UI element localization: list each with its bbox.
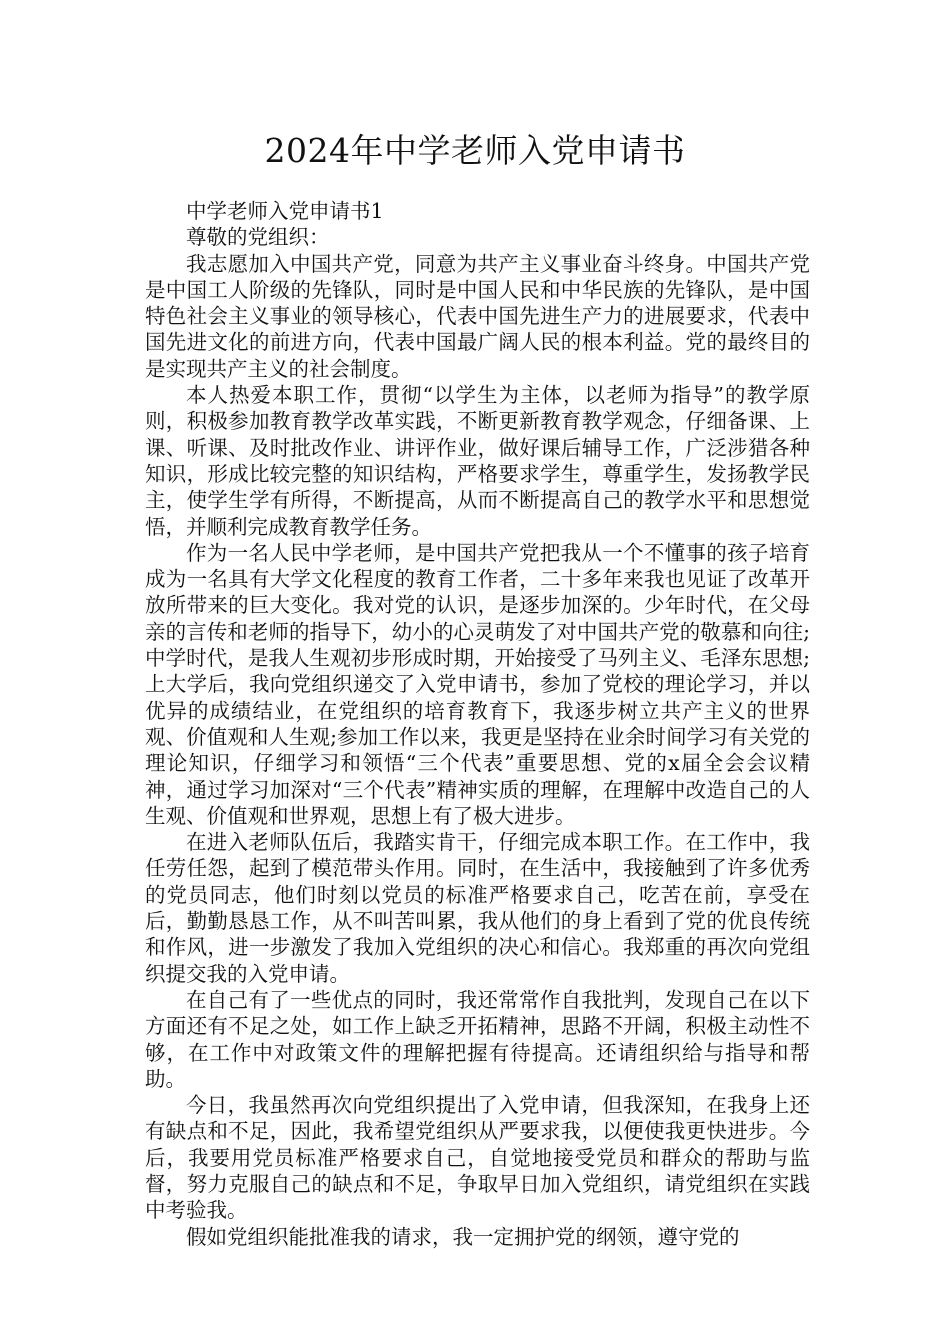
paragraph: 我志愿加入中国共产党，同意为共产主义事业奋斗终身。中国共产党是中国工人阶级的先锋队，同时是中国人民和中华民族的先锋队，是中国特色社会主义事业的领导核心，代表中国先进生产力的进展要求，代表中国先进文化的前进方向，代表中国最广阔人民的根本利益。党的最终目的是实现共产主义的社会制度。	[145, 251, 810, 381]
paragraph: 假如党组织能批准我的请求，我一定拥护党的纲领，遵守党的	[186, 1224, 740, 1249]
paragraph: 本人热爱本职工作，贯彻“以学生为主体，以老师为指导”的教学原则，积极参加教育教学改革实践，不断更新教育教学观念，仔细备课、上课、听课、及时批改作业、讲评作业，做好课后辅导工作，广泛涉猎各种知识，形成比较完整的知识结构，严格要求学生，尊重学生，发扬教学民主，使学生学有所得，不断提高，从而不断提高自己的教学水平和思想觉悟，并顺利完成教育教学任务。	[145, 383, 810, 539]
document-title: 2024年中学老师入党申请书	[264, 131, 686, 170]
paragraph: 在进入老师队伍后，我踏实肯干，仔细完成本职工作。在工作中，我任劳任怨，起到了模范带头作用。同时，在生活中，我接触到了许多优秀的党员同志，他们时刻以党员的标准严格要求自己，吃苦在前，享受在后，勤勤恳恳工作，从不叫苦叫累，我从他们的身上看到了党的优良传统和作风，进一步激发了我加入党组织的决心和信心。我郑重的再次向党组织提交我的入党申请。	[145, 830, 810, 986]
section-heading: 中学老师入党申请书1	[186, 199, 384, 223]
paragraph: 作为一名人民中学老师，是中国共产党把我从一个不懂事的孩子培育成为一名具有大学文化程度的教育工作者，二十多年来我也见证了改革开放所带来的巨大变化。我对党的认识，是逐步加深的。少年时代，在父母亲的言传和老师的指导下，幼小的心灵萌发了对中国共产党的敬慕和向往;中学时代，是我人生观初步形成时期，开始接受了马列主义、毛泽东思想;上大学后，我向党组织递交了入党申请书，参加了党校的理论学习，并以优异的成绩结业，在党组织的培育教育下，我逐步树立共产主义的世界观、价值观和人生观;参加工作以来，我更是坚持在业余时间学习有关党的理论知识，仔细学习和领悟“三个代表”重要思想、党的x届全会会议精神，通过学习加深对“三个代表”精神实质的理解，在理解中改造自己的人生观、价值观和世界观，思想上有了极大进步。	[145, 540, 810, 828]
paragraph: 在自己有了一些优点的同时，我还常常作自我批判，发现自己在以下方面还有不足之处，如工作上缺乏开拓精神，思路不开阔，积极主动性不够，在工作中对政策文件的理解把握有待提高。还请组织给与指导和帮助。	[145, 987, 810, 1091]
document-body	[145, 198, 810, 1250]
paragraph: 今日，我虽然再次向党组织提出了入党申请，但我深知，在我身上还有缺点和不足，因此，我希望党组织从严要求我，以便使我更快进步。今后，我要用党员标准严格要求自己，自觉地接受党员和群众的帮助与监督，努力克服自己的缺点和不足，争取早日加入党组织，请党组织在实践中考验我。	[145, 1093, 810, 1223]
salutation: 尊敬的党组织：	[186, 225, 330, 250]
